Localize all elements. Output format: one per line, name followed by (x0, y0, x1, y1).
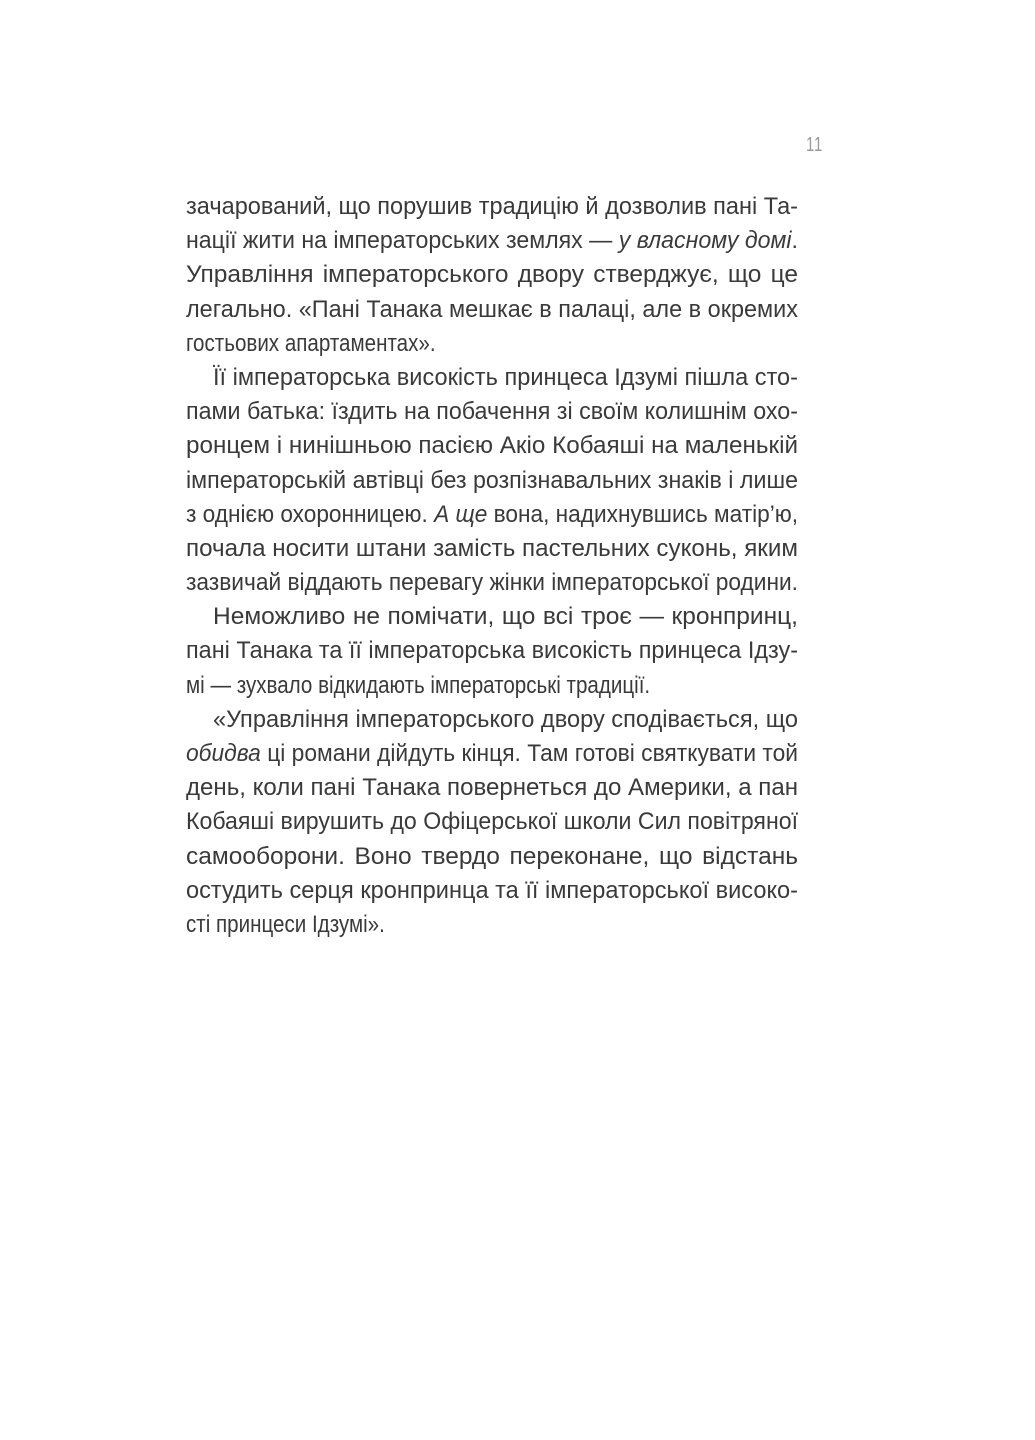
text-line (186, 805, 798, 839)
text-line (186, 737, 798, 771)
text-line-content (186, 566, 798, 600)
text-line (186, 395, 798, 429)
text-line (186, 566, 798, 600)
text-segment: гостьових апартаментах». (186, 329, 436, 357)
text-line-content (186, 498, 798, 532)
text-line-content (213, 361, 798, 395)
text-line (186, 429, 798, 463)
text-line (186, 908, 798, 942)
body-text (186, 190, 798, 942)
text-segment: пами батька: їздить на побачення зі своїм колишнім охо- (186, 398, 798, 426)
text-segment: день, коли пані Танака повернеться до Америки, а пан (186, 774, 798, 802)
text-line-content (213, 703, 798, 737)
text-line-content (186, 532, 798, 566)
text-segment: імператорській автівці без розпізнавальних знаків і лише (186, 466, 798, 494)
text-line (186, 327, 798, 361)
text-line (186, 703, 798, 737)
text-segment: мі — зухвало відкидають імператорські традиції. (186, 671, 651, 699)
text-line (186, 190, 798, 224)
text-line-content (186, 293, 798, 327)
text-line (186, 464, 798, 498)
text-line (186, 771, 798, 805)
text-line-content (186, 737, 798, 771)
text-segment: самооборони. Воно твердо переконане, що відстань (186, 842, 798, 870)
text-line-content (186, 805, 798, 839)
text-line-content (186, 464, 798, 498)
text-line (186, 224, 798, 258)
text-segment: легально. «Пані Танака мешкає в палаці, але в окремих (186, 295, 798, 323)
italic-text: А ще (434, 500, 488, 528)
text-segment: «Управління імператорського двору сподівається, що (213, 705, 798, 733)
text-segment: зачарований, що порушив традицію й дозволив пані Та- (186, 193, 798, 220)
text-line-content (186, 327, 436, 361)
italic-text: обидва (186, 740, 261, 767)
text-line (186, 258, 798, 292)
text-line-content (186, 908, 385, 942)
text-segment: Управління імператорського двору стверджує, що це (186, 261, 798, 289)
text-line (186, 669, 798, 703)
text-line-content (186, 874, 798, 908)
italic-text: у власному домі (618, 227, 792, 255)
text-line (186, 840, 798, 874)
text-line (186, 874, 798, 908)
text-line (186, 361, 798, 395)
text-line (186, 634, 798, 668)
text-line-content (186, 395, 798, 429)
text-segment: пані Танака та її імператорська високість принцеса Ідзу- (186, 637, 798, 665)
text-segment: Кобаяші вирушить до Офіцерської школи Сил повітряної (186, 808, 798, 836)
text-line (186, 600, 798, 634)
text-line-content (186, 840, 798, 874)
text-segment: ронцем і нинішньою пасією Акіо Кобаяші на маленькій (186, 432, 798, 460)
text-line-content (186, 669, 650, 703)
text-segment: сті принцеси Ідзумі». (186, 910, 385, 938)
text-line-content (186, 224, 798, 258)
text-line-content (213, 600, 798, 634)
text-segment: вона, надихнувшись матір’ю, (487, 500, 798, 528)
text-segment: нації жити на імператорських землях — (186, 227, 619, 255)
text-line (186, 293, 798, 327)
text-line (186, 532, 798, 566)
text-segment: Неможливо не помічати, що всі троє — кронпринц, (213, 603, 798, 631)
text-segment: ці романи дійдуть кінця. Там готові святкувати той (260, 740, 798, 767)
text-segment: Її імператорська високість принцеса Ідзумі пішла сто- (213, 363, 798, 391)
text-segment: почала носити штани замість пастельних суконь, яким (186, 534, 798, 562)
text-line-content (186, 190, 798, 224)
text-line-content (186, 258, 798, 292)
text-line-content (186, 429, 798, 463)
text-line-content (186, 771, 798, 805)
text-segment: з однією охоронницею. (186, 500, 435, 528)
text-segment: остудить серця кронпринца та її імператорської високо- (186, 876, 798, 904)
text-segment: зазвичай віддають перевагу жінки імператорської родини. (186, 569, 798, 597)
text-line-content (186, 634, 798, 668)
page-number: 11 (806, 134, 824, 156)
text-line (186, 498, 798, 532)
text-segment: . (791, 227, 798, 255)
